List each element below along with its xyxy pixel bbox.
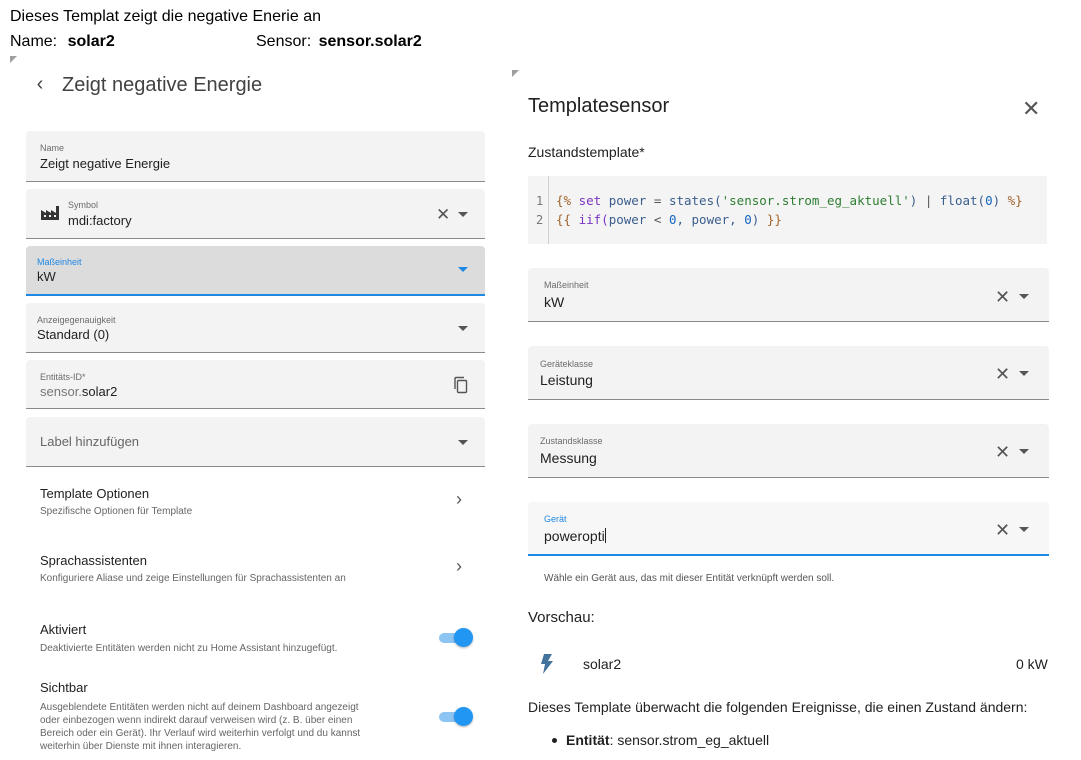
device-field-label: Gerät [544, 514, 567, 524]
device-class-field[interactable] [528, 346, 1049, 400]
unit-field-value: kW [37, 269, 56, 284]
unit-field-label: Maßeinheit [37, 257, 82, 267]
state-template-label: Zustandstemplate* [528, 144, 645, 160]
page-title: Zeigt negative Energie [62, 74, 263, 96]
state-class-label: Zustandsklasse [540, 436, 603, 446]
flash-icon [540, 654, 554, 674]
device-field[interactable] [528, 502, 1049, 556]
symbol-field[interactable] [26, 189, 485, 239]
precision-field[interactable] [26, 303, 485, 353]
watched-entity-item [566, 732, 769, 748]
dropdown-icon[interactable] [458, 326, 468, 331]
name-field-value: Zeigt negative Energie [40, 156, 171, 171]
entity-id-prefix: sensor. [40, 384, 82, 399]
clear-icon[interactable]: ✕ [995, 364, 1011, 384]
voice-assistants-subtitle: Konfiguriere Aliase und zeige Einstellungen für Sprachassistenten an [40, 573, 346, 584]
code-gutter [528, 176, 549, 244]
enabled-toggle[interactable] [439, 627, 471, 649]
entity-settings-panel [10, 56, 504, 760]
entity-id-field[interactable] [26, 360, 485, 409]
code-line-2: {{ iif(power < 0, power, 0) }} [556, 212, 782, 227]
state-class-value: Messung [540, 450, 597, 466]
clear-icon[interactable]: ✕ [995, 442, 1011, 462]
symbol-field-label: Symbol [68, 200, 99, 210]
clear-icon[interactable]: ✕ [995, 287, 1011, 307]
dropdown-icon[interactable] [458, 267, 468, 272]
toggle-knob [454, 628, 473, 647]
device-helper-text: Wähle ein Gerät aus, das mit dieser Entität verknüpft werden soll. [544, 573, 835, 584]
visible-subtitle-1: Ausgeblendete Entitäten werden nicht auf deinem Dashboard angezeigt [40, 702, 359, 713]
unit-field[interactable] [528, 268, 1049, 322]
labels-field[interactable] [26, 417, 485, 467]
chevron-left-icon[interactable]: ‹ [36, 73, 44, 95]
name-field[interactable] [26, 131, 485, 182]
chevron-right-icon[interactable]: › [456, 556, 462, 576]
code-line-1: {% set power = states('sensor.strom_eg_aktuell') | float(0) %} [556, 193, 1023, 208]
line-number: 2 [536, 213, 544, 227]
entity-id-object: solar2 [81, 384, 118, 399]
state-class-field[interactable] [528, 424, 1049, 478]
annotation-title: Dieses Templat zeigt die negative Enerie an [10, 8, 321, 25]
visible-title: Sichtbar [40, 680, 88, 695]
unit-field-label: Maßeinheit [544, 280, 589, 290]
device-field-value[interactable] [544, 528, 606, 544]
chevron-right-icon[interactable]: › [456, 489, 462, 509]
panel-corner-marker [512, 70, 519, 77]
clear-icon[interactable]: ✕ [995, 520, 1011, 540]
code-editor[interactable] [528, 176, 1047, 244]
visible-toggle[interactable] [439, 706, 471, 728]
annotation-name-value: solar2 [67, 33, 115, 50]
voice-assistants-title: Sprachassistenten [40, 553, 147, 568]
device-field-text: poweropti [544, 528, 605, 544]
dropdown-icon[interactable] [1019, 294, 1029, 299]
dropdown-icon[interactable] [1019, 527, 1029, 532]
enabled-title: Aktiviert [40, 622, 87, 637]
watched-events-text: Dieses Template überwacht die folgenden Ereignisse, die einen Zustand ändern: [528, 699, 1028, 715]
annotation-sensor-row [256, 33, 422, 51]
unit-field[interactable] [26, 246, 485, 296]
precision-field-value: Standard (0) [37, 327, 110, 342]
dropdown-icon[interactable] [458, 440, 468, 445]
text-cursor [605, 528, 606, 543]
clear-icon[interactable]: ✕ [436, 205, 451, 224]
visible-subtitle-2: oder einbezogen wenn indirekt darauf verweisen wird (z. B. über einen [40, 715, 353, 726]
entity-id-label: Entitäts-ID* [40, 372, 86, 382]
template-sensor-dialog [508, 70, 1073, 760]
line-number: 1 [536, 194, 544, 208]
factory-icon [40, 205, 60, 221]
dropdown-icon[interactable] [1019, 449, 1029, 454]
toggle-knob [454, 707, 473, 726]
annotation-sensor-value: sensor.solar2 [318, 33, 422, 50]
preview-entity-value: 0 kW [1016, 656, 1048, 672]
annotation-name-row [10, 33, 115, 51]
copy-icon[interactable] [453, 376, 469, 394]
precision-field-label: Anzeigegenauigkeit [37, 315, 116, 325]
entity-id-value [40, 384, 117, 399]
watched-entity-value: : sensor.strom_eg_aktuell [609, 732, 770, 748]
annotation-sensor-label: Sensor: [256, 33, 312, 50]
watched-entity-label: Entität [566, 732, 610, 748]
dropdown-icon[interactable] [1019, 371, 1029, 376]
annotation-name-label: Name: [10, 33, 58, 50]
unit-field-value: kW [544, 294, 565, 310]
visible-subtitle-3: Bereich oder ein Gerät). Ihr Verlauf wird weiterhin verfolgt und du kannst [40, 728, 361, 739]
preview-entity-name: solar2 [583, 656, 622, 672]
symbol-field-value: mdi:factory [68, 213, 132, 228]
labels-placeholder: Label hinzufügen [40, 434, 140, 449]
device-class-value: Leistung [540, 372, 593, 388]
close-icon[interactable]: ✕ [1022, 96, 1041, 121]
panel-corner-marker [10, 56, 17, 63]
name-field-label: Name [40, 143, 65, 153]
enabled-subtitle: Deaktivierte Entitäten werden nicht zu Home Assistant hinzugefügt. [40, 643, 338, 654]
visible-subtitle-4: weiterhin über Dienste mit ihnen interagieren. [40, 741, 242, 752]
bullet-dot [552, 738, 557, 743]
device-class-label: Geräteklasse [540, 359, 594, 369]
dialog-title: Templatesensor [528, 95, 670, 117]
template-options-subtitle: Spezifische Optionen für Template [40, 506, 193, 517]
template-options-title: Template Optionen [40, 486, 150, 501]
dropdown-icon[interactable] [458, 212, 468, 217]
preview-title: Vorschau: [528, 609, 595, 626]
